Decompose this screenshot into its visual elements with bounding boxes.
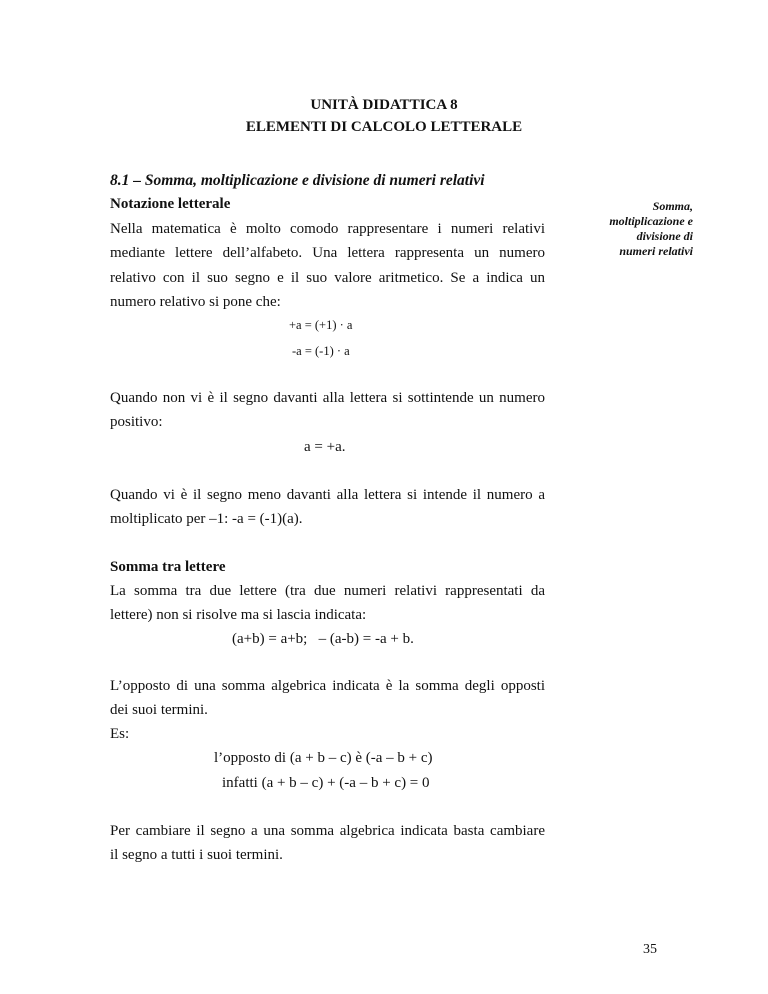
example-label: Es: [110, 726, 130, 742]
subheading-somma: Somma tra lettere [110, 559, 226, 575]
margin-note-line: Somma, [652, 199, 693, 213]
equation: a = +a. [304, 439, 346, 455]
margin-note [583, 199, 693, 259]
paragraph-line: lettere) non si risolve ma si lascia indicata: [110, 607, 367, 623]
paragraph-line: L’opposto di una somma algebrica indicata è la somma degli opposti [110, 678, 545, 694]
paragraph-line: moltiplicato per –1: -a = (-1)(a). [110, 511, 303, 527]
equation: (a+b) = a+b; – (a-b) = -a + b. [232, 631, 414, 647]
paragraph-line: numero relativo si pone che: [110, 294, 281, 310]
page-number: 35 [643, 942, 657, 957]
paragraph-line: positivo: [110, 414, 163, 430]
paragraph-line: il segno a tutti i suoi termini. [110, 847, 283, 863]
paragraph-line: dei suoi termini. [110, 702, 208, 718]
paragraph-line: relativo con il suo segno e il suo valore aritmetico. Se a indica un [110, 270, 545, 286]
paragraph-line: La somma tra due lettere (tra due numeri relativi rappresentati da [110, 583, 545, 599]
paragraph-line: Quando non vi è il segno davanti alla lettera si sottintende un numero [110, 390, 545, 406]
margin-note-line: moltiplicazione e [609, 214, 693, 228]
unit-subtitle: ELEMENTI DI CALCOLO LETTERALE [245, 119, 523, 135]
equation: l’opposto di (a + b – c) è (-a – b + c) [214, 750, 433, 766]
subheading-notazione: Notazione letterale [110, 196, 231, 212]
margin-note-line: divisione di [636, 229, 693, 243]
equation: +a = (+1) · a [289, 318, 353, 332]
section-heading: 8.1 – Somma, moltiplicazione e divisione di numeri relativi [110, 172, 485, 189]
paragraph-line: Quando vi è il segno meno davanti alla lettera si intende il numero a [110, 487, 545, 503]
equation: -a = (-1) · a [292, 344, 350, 358]
unit-title: UNITÀ DIDATTICA 8 [310, 97, 458, 113]
equation: infatti (a + b – c) + (-a – b + c) = 0 [222, 775, 430, 791]
margin-note-line: numeri relativi [619, 244, 693, 258]
paragraph-line: mediante lettere dell’alfabeto. Una lettera rappresenta un numero [110, 245, 545, 261]
paragraph-line: Nella matematica è molto comodo rappresentare i numeri relativi [110, 221, 545, 237]
paragraph-line: Per cambiare il segno a una somma algebrica indicata basta cambiare [110, 823, 545, 839]
